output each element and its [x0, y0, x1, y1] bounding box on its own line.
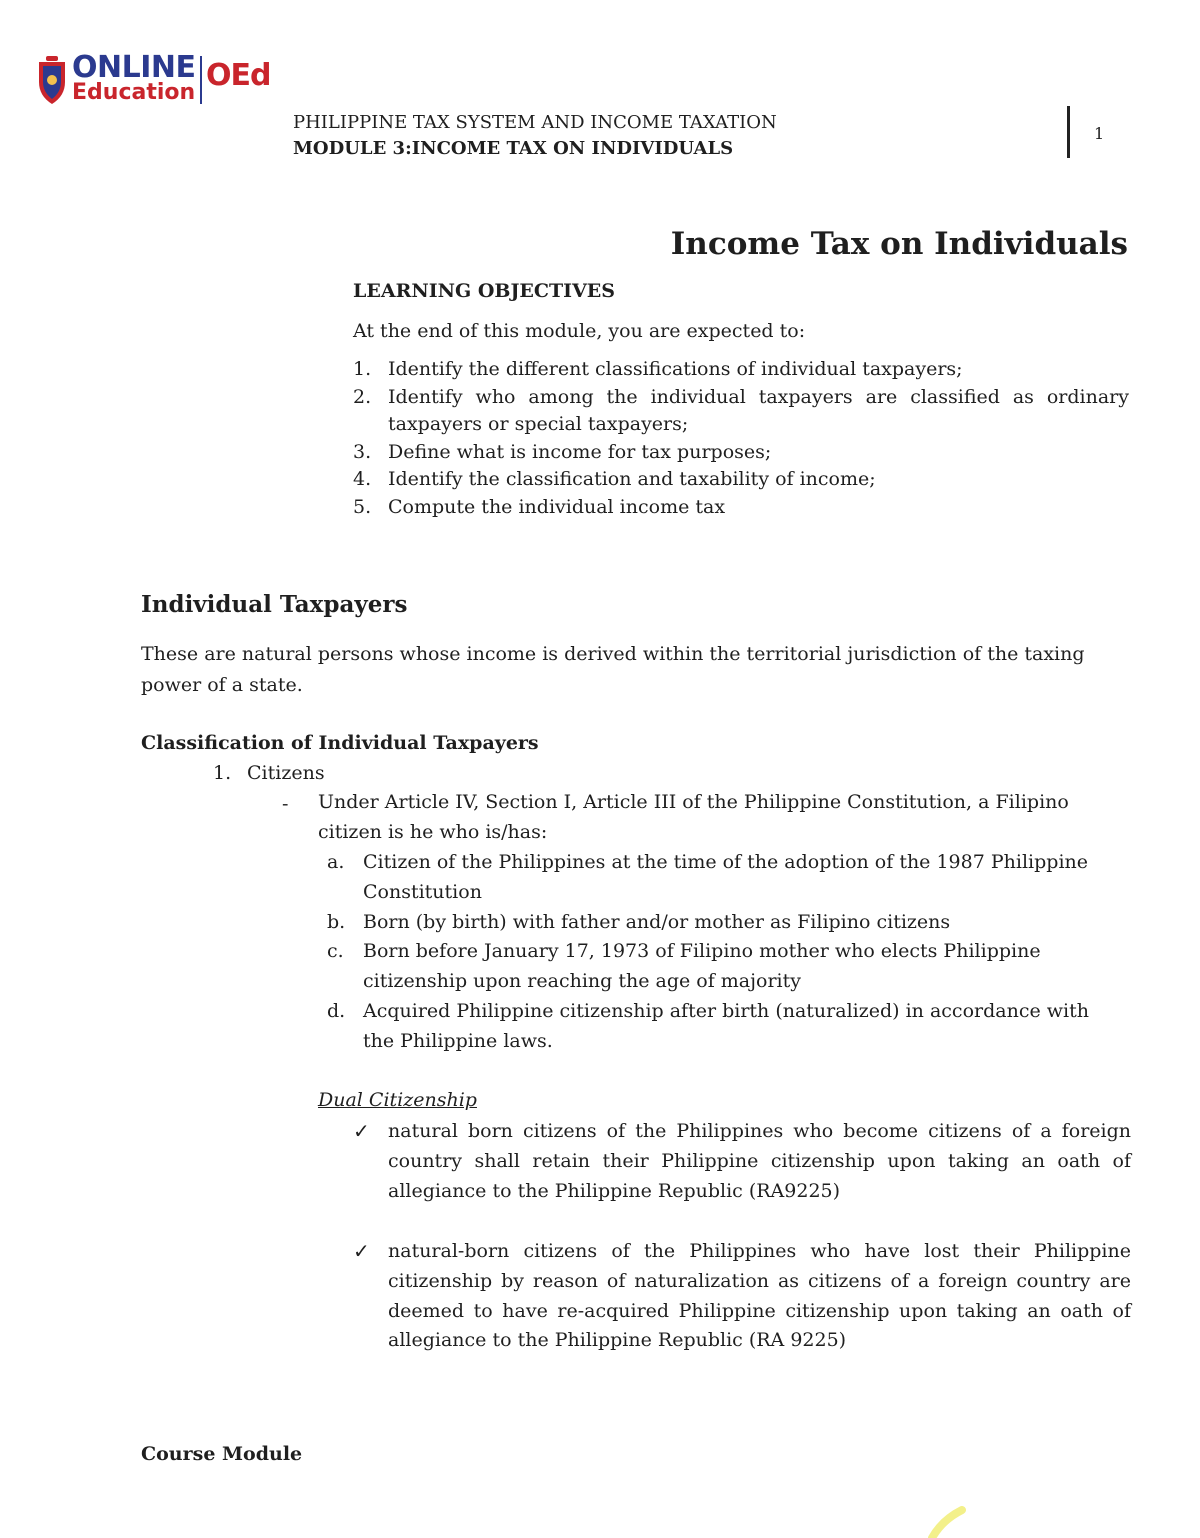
- header-module-title: MODULE 3:INCOME TAX ON INDIVIDUALS: [293, 138, 734, 159]
- objective-item: [353, 494, 1129, 522]
- checkmark-icon: ✓: [353, 1239, 370, 1263]
- header-vertical-rule: [1067, 106, 1070, 158]
- checkmark-icon: ✓: [353, 1119, 370, 1143]
- section-body: These are natural persons whose income is derived within the territorial jurisdiction of the taxing power of a state.: [141, 643, 1085, 696]
- dual-citizenship-text: natural-born citizens of the Philippines who have lost their Philippine citizenship by reason of naturalization as citizens of a foreign country are deemed to have re-acquired Philippine citizenship upon taking an oath of allegiance to the Philippine Republic (RA 9225): [388, 1240, 1131, 1352]
- dual-citizenship-text: natural born citizens of the Philippines who become citizens of a foreign country shall retain their Philippine citizenship upon taking an oath of allegiance to the Philippine Republic (RA9225): [388, 1120, 1131, 1202]
- logo-education-text: Education: [72, 80, 196, 105]
- objective-item: [353, 439, 1129, 467]
- criteria-letter: b.: [327, 910, 346, 933]
- objective-number: 5.: [353, 495, 372, 518]
- dual-citizenship-heading: Dual Citizenship: [318, 1089, 477, 1111]
- criteria-text: Acquired Philippine citizenship after birth (naturalized) in accordance with the Philippine laws.: [363, 999, 1089, 1052]
- criteria-item: [327, 997, 1117, 1057]
- citizens-number: 1.: [213, 762, 232, 784]
- criteria-letter: c.: [327, 940, 344, 963]
- logo-oed-text: OEd: [206, 58, 271, 93]
- classification-heading: Classification of Individual Taxpayers: [141, 732, 539, 754]
- objective-text: Identify the classification and taxability of income;: [388, 468, 876, 490]
- page-number: 1: [1094, 124, 1105, 143]
- dual-citizenship-item: [353, 1117, 1131, 1206]
- criteria-text: Born (by birth) with father and/or mother as Filipino citizens: [363, 910, 951, 933]
- highlighter-mark: [928, 1506, 968, 1538]
- objective-number: 2.: [353, 385, 372, 408]
- crest-shield-icon: [36, 54, 68, 106]
- logo-divider: [200, 56, 202, 104]
- objective-text: Identify the different classifications of individual taxpayers;: [388, 358, 963, 380]
- document-title: Income Tax on Individuals: [670, 226, 1128, 262]
- section-title: Individual Taxpayers: [141, 591, 408, 618]
- dash-bullet: -: [282, 793, 289, 815]
- header-course-title: PHILIPPINE TAX SYSTEM AND INCOME TAXATION: [293, 112, 777, 133]
- footer-course-module: Course Module: [141, 1443, 303, 1465]
- objective-number: 1.: [353, 358, 372, 380]
- objective-item: [353, 384, 1129, 439]
- logo-online-text: ONLINE: [72, 50, 196, 85]
- criteria-item: [327, 908, 1117, 938]
- criteria-item: [327, 848, 1117, 908]
- objective-item: [353, 466, 1129, 494]
- objective-text: Define what is income for tax purposes;: [388, 440, 772, 463]
- criteria-letter: d.: [327, 999, 346, 1022]
- criteria-text: Born before January 17, 1973 of Filipino mother who elects Philippine citizenship upon reaching the age of majority: [363, 940, 1041, 993]
- objectives-heading: LEARNING OBJECTIVES: [353, 280, 616, 302]
- criteria-letter: a.: [327, 851, 345, 873]
- constitution-text: Under Article IV, Section I, Article III of the Philippine Constitution, a Filipino citizen is he who is/has:: [318, 791, 1069, 843]
- objective-item: [353, 356, 1129, 384]
- dual-citizenship-item: [353, 1237, 1131, 1356]
- objective-text: Identify who among the individual taxpayers are classified as ordinary taxpayers or special taxpayers;: [388, 385, 1129, 435]
- objective-text: Compute the individual income tax: [388, 495, 726, 518]
- criteria-text: Citizen of the Philippines at the time of the adoption of the 1987 Philippine Constitution: [363, 851, 1088, 903]
- objective-number: 4.: [353, 468, 372, 490]
- criteria-item: [327, 937, 1117, 997]
- objectives-intro: At the end of this module, you are expected to:: [353, 320, 806, 342]
- citizen-criteria-list: [327, 848, 1117, 1057]
- objective-number: 3.: [353, 440, 372, 463]
- objectives-list: [353, 356, 1129, 521]
- oed-logo: [36, 52, 276, 108]
- citizens-label: Citizens: [247, 762, 325, 784]
